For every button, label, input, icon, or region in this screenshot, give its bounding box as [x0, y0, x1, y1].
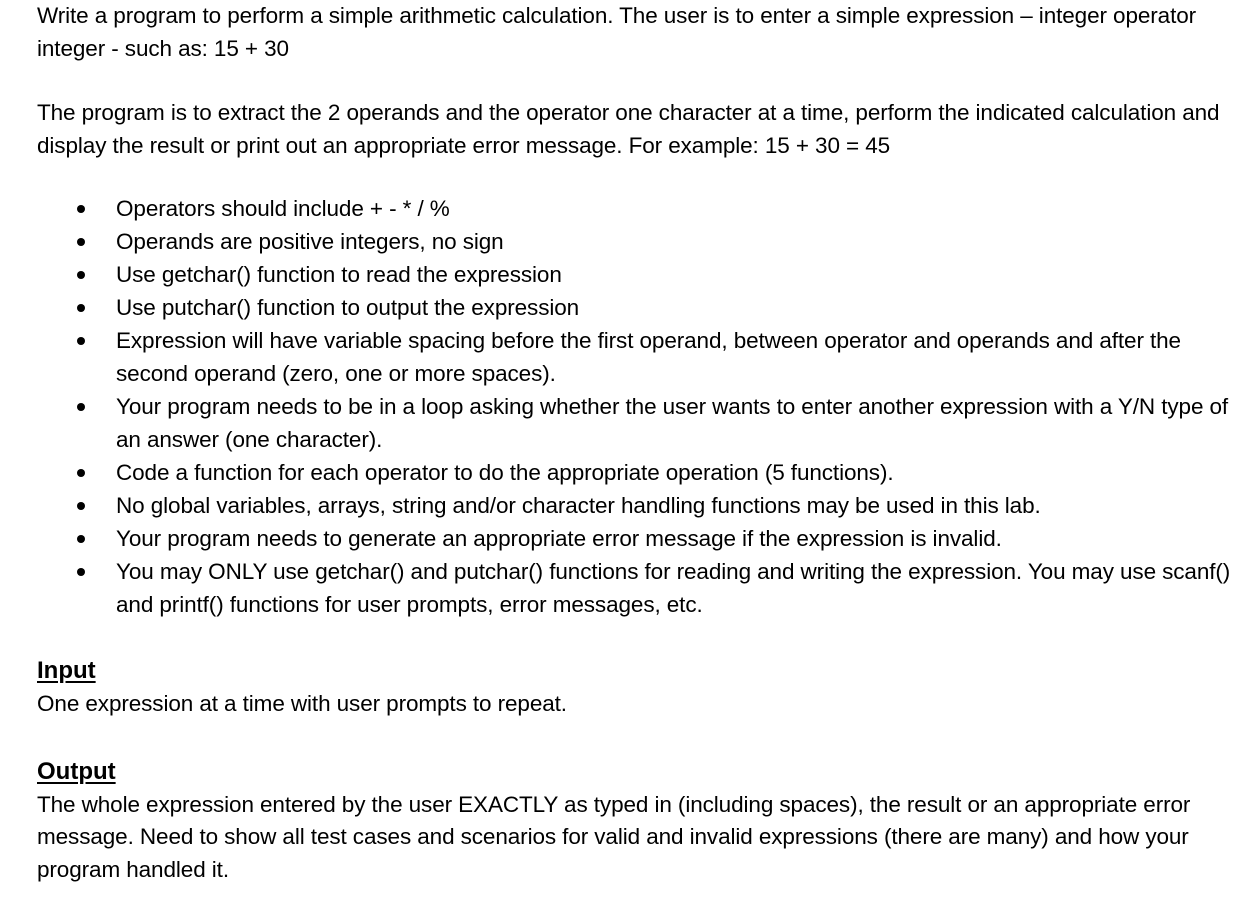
bullet-icon	[77, 205, 85, 213]
requirement-text: Operands are positive integers, no sign	[116, 229, 504, 254]
requirement-text: No global variables, arrays, string and/or character handling functions may be used in this lab.	[116, 493, 1041, 518]
requirement-item	[37, 225, 1242, 258]
requirement-text: Use putchar() function to output the expression	[116, 295, 580, 320]
output-description: The whole expression entered by the user EXACTLY as typed in (including spaces), the result or an appropriate error message. Need to show all test cases and scenarios for valid and invalid expressions (there are many) and how your program handled it.	[37, 791, 1191, 882]
requirement-item	[37, 192, 1242, 225]
requirement-item	[37, 390, 1242, 456]
requirement-item	[37, 258, 1242, 291]
requirement-item	[37, 522, 1242, 555]
bullet-icon	[77, 502, 85, 510]
requirement-text: Expression will have variable spacing before the first operand, between operator and operands and after the second operand (zero, one or more spaces).	[116, 328, 1181, 386]
requirement-text: Your program needs to be in a loop asking whether the user wants to enter another expression with a Y/N type of an answer (one character).	[116, 394, 1229, 452]
requirement-text: You may ONLY use getchar() and putchar() functions for reading and writing the expression. You may use scanf() and printf() functions for user prompts, error messages, etc.	[116, 559, 1231, 617]
bullet-icon	[77, 337, 85, 345]
requirement-text: Your program needs to generate an appropriate error message if the expression is invalid.	[116, 526, 1002, 551]
bullet-icon	[77, 469, 85, 477]
requirement-item	[37, 291, 1242, 324]
input-heading: Input	[37, 657, 96, 684]
bullet-icon	[77, 271, 85, 279]
requirement-text: Use getchar() function to read the expression	[116, 262, 562, 287]
intro-paragraph-2: The program is to extract the 2 operands and the operator one character at a time, perform the indicated calculation and display the result or print out an appropriate error message. For example: 15 + 30 = 45	[37, 100, 1220, 158]
intro-section	[37, 0, 1242, 162]
requirement-item	[37, 456, 1242, 489]
bullet-icon	[77, 238, 85, 246]
bullet-icon	[77, 403, 85, 411]
requirement-item	[37, 555, 1242, 621]
requirements-list	[37, 192, 1242, 621]
requirement-item	[37, 324, 1242, 390]
input-description: One expression at a time with user prompts to repeat.	[37, 691, 567, 716]
bullet-icon	[77, 568, 85, 576]
requirement-text: Operators should include + - * / %	[116, 196, 450, 221]
output-heading: Output	[37, 757, 116, 785]
requirement-text: Code a function for each operator to do the appropriate operation (5 functions).	[116, 460, 894, 485]
bullet-icon	[77, 304, 85, 312]
intro-paragraph-1: Write a program to perform a simple arithmetic calculation. The user is to enter a simple expression – integer operator integer - such as: 15 + 30	[37, 3, 1197, 61]
bullet-icon	[77, 535, 85, 543]
document-page	[37, 0, 1242, 886]
requirement-item	[37, 489, 1242, 522]
